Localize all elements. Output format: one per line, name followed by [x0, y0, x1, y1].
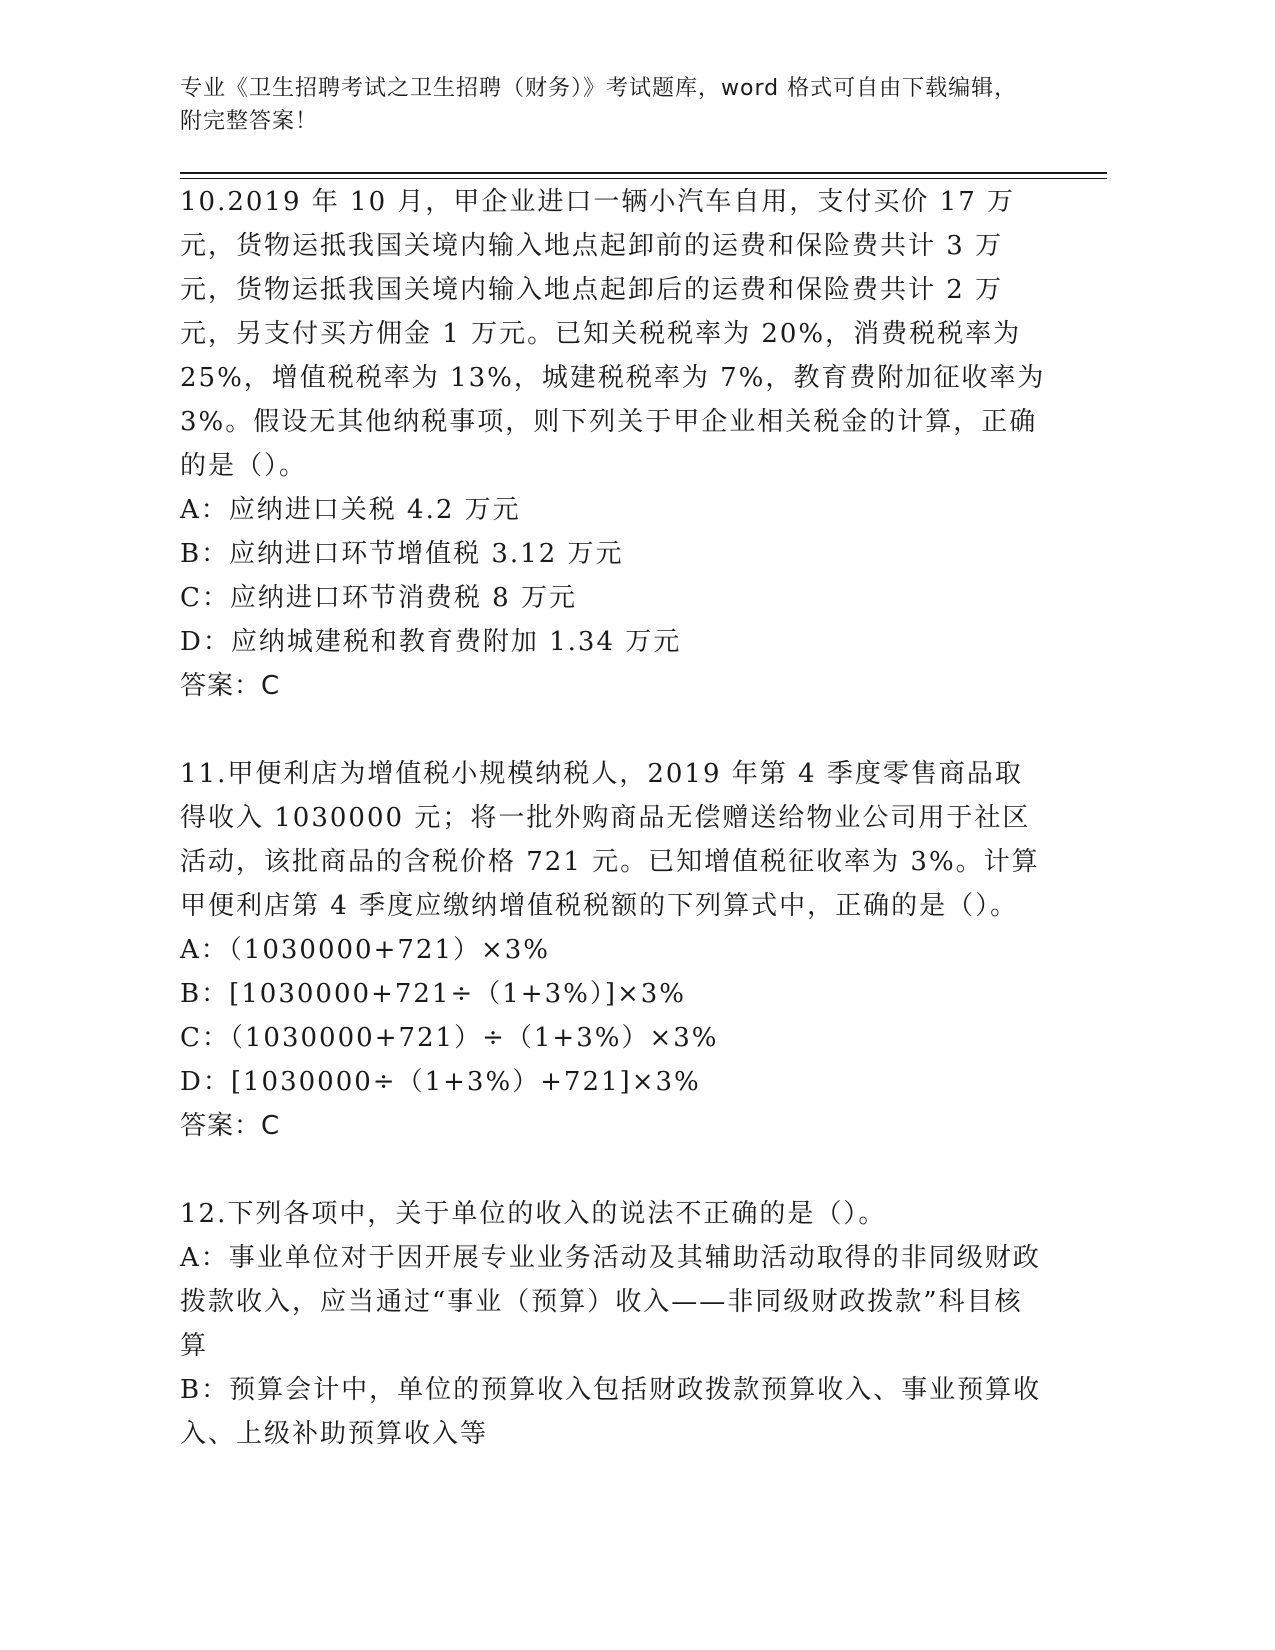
question-text: 12.下列各项中，关于单位的收入的说法不正确的是（）。 [180, 1199, 887, 1229]
answer: 答案：C [180, 1111, 281, 1141]
option-d: D：应纳城建税和教育费附加 1.34 万元 [180, 627, 682, 657]
document-header: 专业《卫生招聘考试之卫生招聘（财务）》考试题库，word 格式可自由下载编辑，附完整答案！ [180, 76, 1018, 134]
option-d: D：[1030000÷（1+3%）+721]×3% [180, 1067, 701, 1097]
answer: 答案：C [180, 671, 281, 701]
option-a: A：应纳进口关税 4.2 万元 [180, 495, 521, 525]
header-divider-thick [180, 172, 1107, 174]
header-divider-thin [180, 178, 1107, 179]
question-11 [180, 752, 1050, 1148]
spacer [180, 1148, 1050, 1192]
option-a: A：（1030000+721）×3% [180, 935, 551, 965]
spacer [180, 708, 1050, 752]
option-c: C：（1030000+721）÷（1+3%）×3% [180, 1023, 719, 1053]
question-10 [180, 180, 1050, 708]
option-b: B：应纳进口环节增值税 3.12 万元 [180, 539, 624, 569]
option-b: B：[1030000+721÷（1+3%）]×3% [180, 979, 686, 1009]
question-text: 10.2019 年 10 月，甲企业进口一辆小汽车自用，支付买价 17 万元，货物运抵我国关境内输入地点起卸前的运费和保险费共计 3 万元，货物运抵我国关境内输入地点起卸后的运费和保险费共计 2 万元，另支付买方佣金 1 万元。已知关税税率为 20%，消费税税率为 25%，增值税税率为 13%，城建税税率为 7%，教育费附加征收率为 3%。假设无其他纳税事项，则下列关于甲企业相关税金的计算，正确的是（）。 [180, 187, 1046, 481]
question-12 [180, 1192, 1050, 1456]
question-text: 11.甲便利店为增值税小规模纳税人，2019 年第 4 季度零售商品取得收入 1030000 元；将一批外购商品无偿赠送给物业公司用于社区活动，该批商品的含税价格 721 元。已知增值税征收率为 3%。计算甲便利店第 4 季度应缴纳增值税税额的下列算式中，正确的是（）。 [180, 759, 1040, 921]
option-b: B：预算会计中，单位的预算收入包括财政拨款预算收入、事业预算收入、上级补助预算收入等 [180, 1375, 1042, 1449]
option-c: C：应纳进口环节消费税 8 万元 [180, 583, 577, 613]
question-list [180, 180, 1050, 1456]
option-a: A：事业单位对于因开展专业业务活动及其辅助活动取得的非同级财政拨款收入，应当通过“事业（预算）收入——非同级财政拨款”科目核算 [180, 1243, 1041, 1361]
